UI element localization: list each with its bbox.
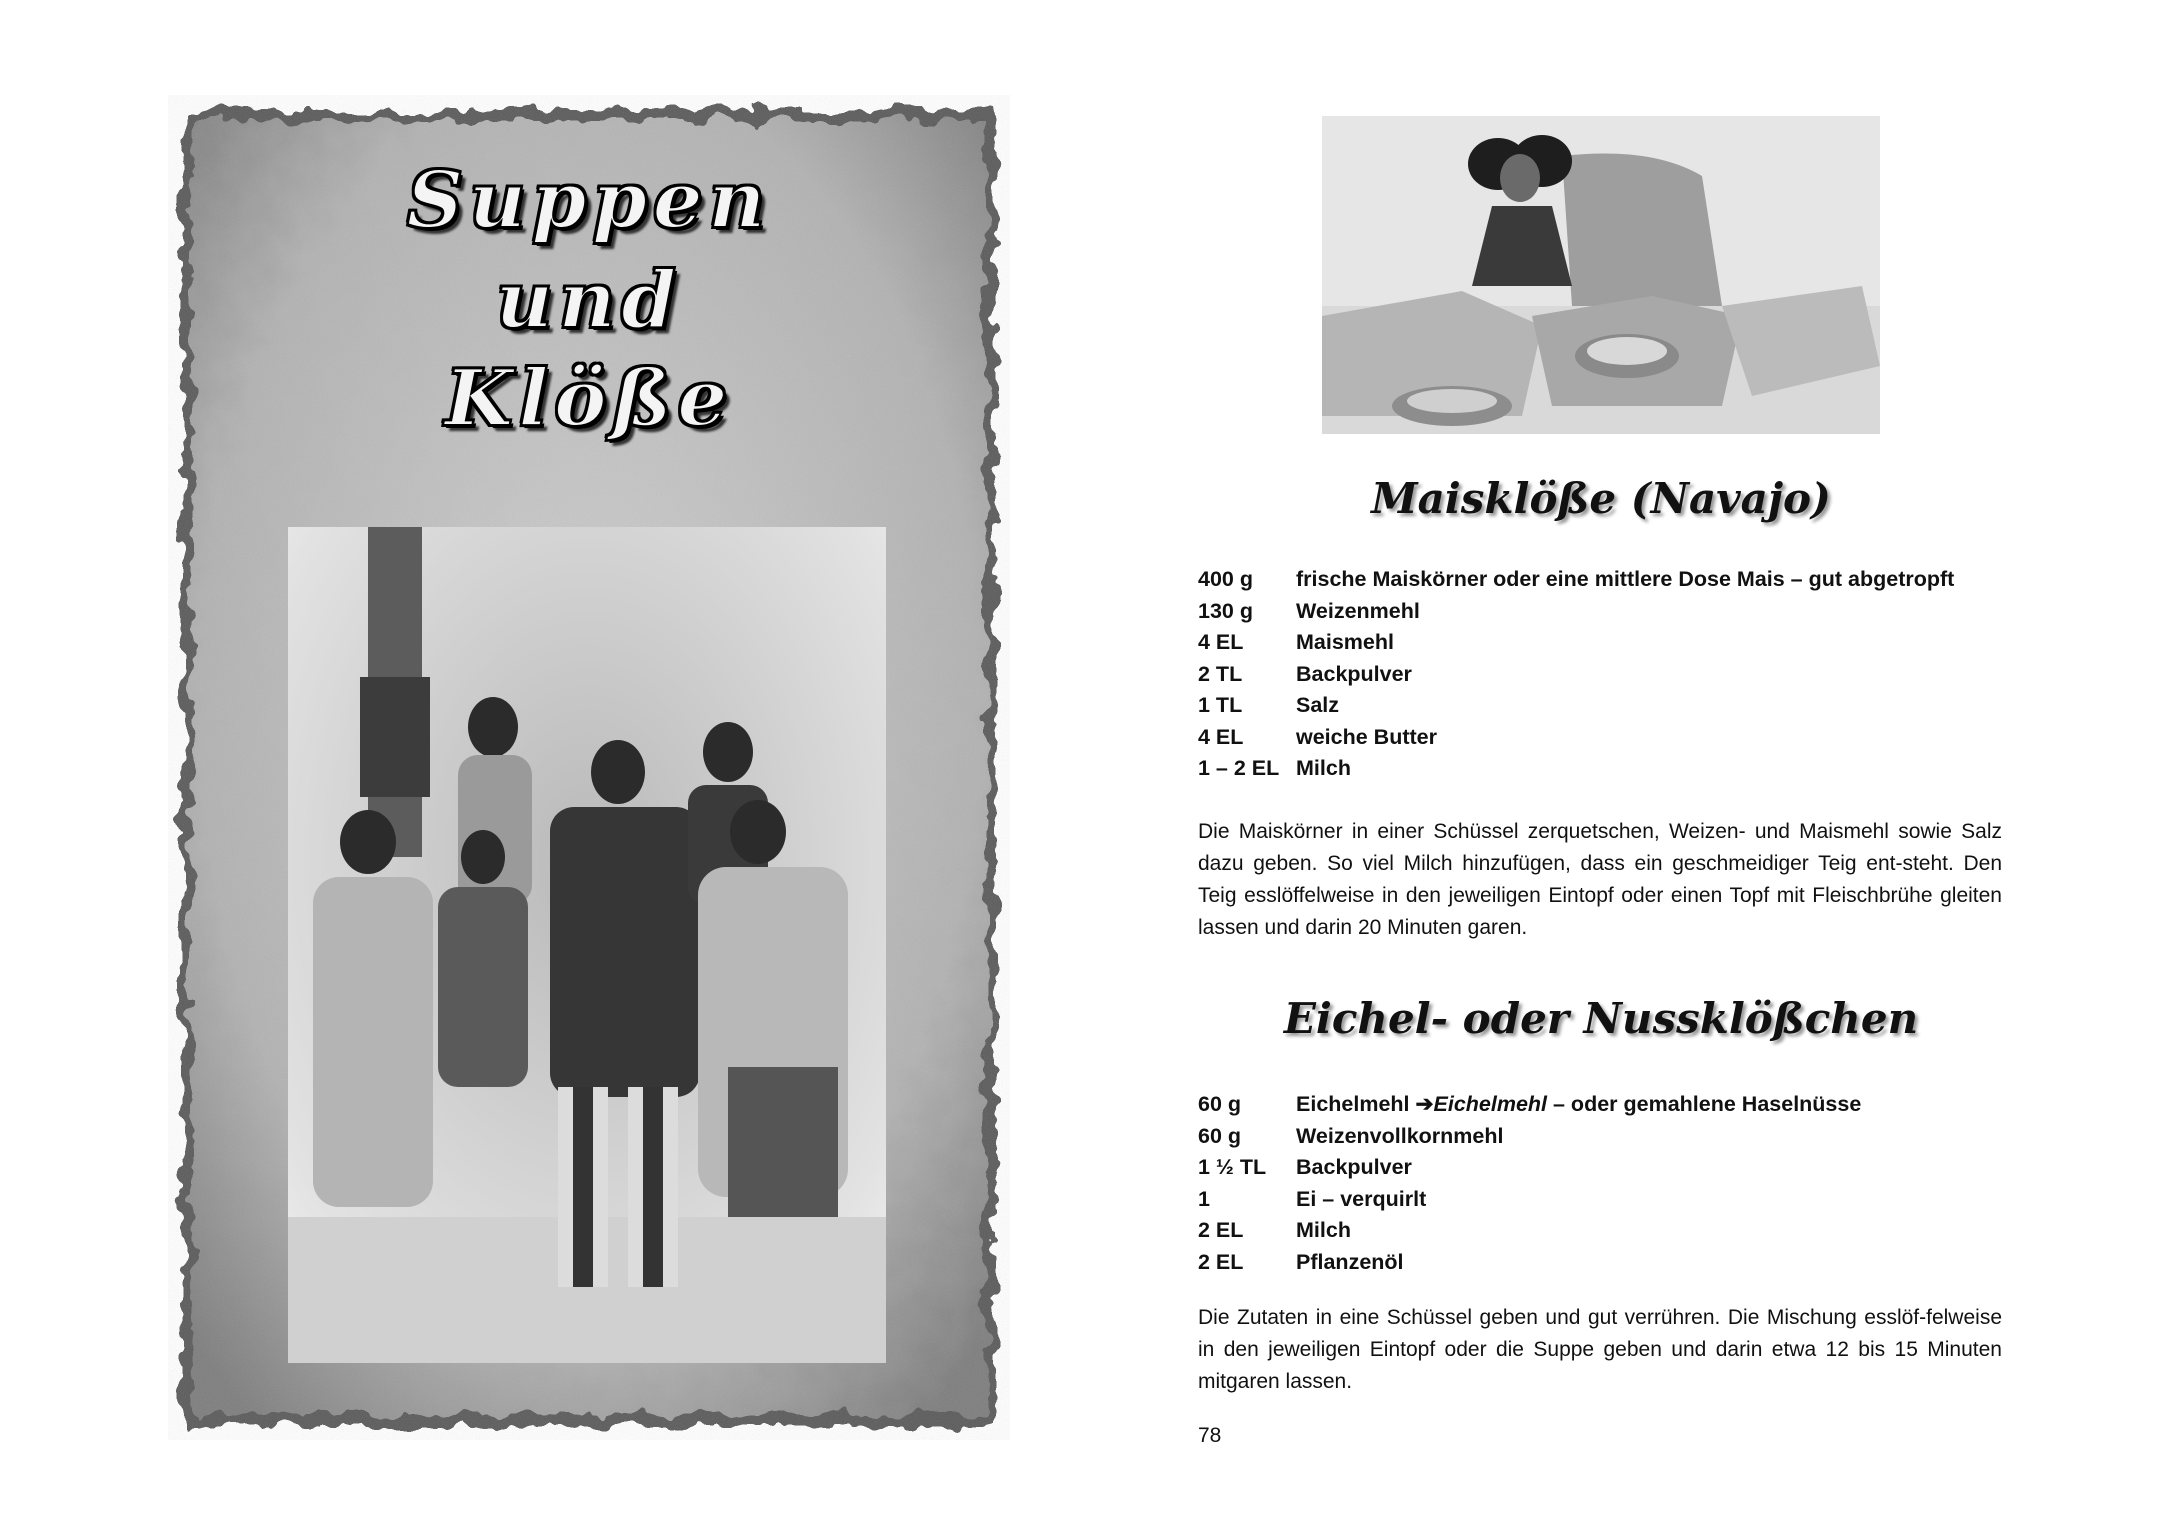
ingredient-name: Ei – verquirlt bbox=[1296, 1186, 1427, 1211]
ingredient-name: Backpulver bbox=[1296, 661, 1412, 686]
ingredient-name: Milch bbox=[1296, 1218, 1351, 1242]
ingredient-quantity: 4 EL bbox=[1198, 724, 1244, 749]
ingredient-name: Pflanzenöl bbox=[1296, 1249, 1404, 1274]
page-number: 78 bbox=[1198, 1424, 1222, 1447]
ingredient-quantity: 1 TL bbox=[1198, 693, 1243, 717]
ingredient-quantity: 60 g bbox=[1198, 1123, 1242, 1148]
section-title-line-3: Klöße bbox=[444, 353, 734, 444]
ingredient-name: frische Maiskörner oder eine mittlere Dose Mais – gut abgetropft bbox=[1296, 567, 1955, 591]
historic-family-portrait-icon bbox=[288, 527, 886, 1363]
ingredient-quantity: 1 – 2 EL bbox=[1198, 756, 1280, 780]
ingredient-quantity: 400 g bbox=[1198, 567, 1253, 591]
parchment-panel bbox=[168, 95, 1010, 1440]
recipe-title-maiskloesse: Maisklöße (Navajo) bbox=[1371, 474, 1831, 523]
child-grinding-corn-photo bbox=[1322, 116, 1880, 434]
ingredient-name: Backpulver bbox=[1296, 1155, 1412, 1179]
child-grinding-corn-photo-icon bbox=[1322, 116, 1880, 434]
ingredient-name: Maismehl bbox=[1296, 630, 1394, 654]
ingredient-quantity: 60 g bbox=[1198, 1092, 1242, 1116]
ingredient-name: weiche Butter bbox=[1296, 724, 1437, 749]
ingredient-name bbox=[1296, 1092, 1861, 1117]
recipe-title-nusskloesschen: Eichel- oder Nussklößchen bbox=[1283, 994, 1919, 1043]
ingredient-name-part: – oder gemahlene Haselnüsse bbox=[1547, 1092, 1862, 1116]
ingredient-name: Salz bbox=[1296, 693, 1340, 717]
ingredient-quantity: 2 EL bbox=[1198, 1249, 1244, 1274]
ingredient-name: Weizenvollkornmehl bbox=[1296, 1123, 1504, 1148]
cross-reference-link[interactable]: Eichelmehl bbox=[1433, 1092, 1548, 1116]
ingredient-name-part: Eichelmehl bbox=[1296, 1092, 1416, 1116]
family-portrait-photo bbox=[288, 527, 886, 1363]
ingredient-quantity: 1 bbox=[1198, 1186, 1210, 1211]
cross-reference-arrow-icon: ➔ bbox=[1415, 1092, 1434, 1116]
section-title-line-1: Suppen bbox=[406, 155, 772, 246]
recipe-method-maiskloesse: Die Maiskörner in einer Schüssel zerquetschen, Weizen- und Maismehl sowie Salz dazu geben. So viel Milch hinzufügen, dass ein geschmeidiger Teig ent-steht. Den Teig esslöffelweise in den jeweiligen Eintopf oder einen Topf mit Fleischbrühe gleiten lassen und darin 20 Minuten garen. bbox=[1198, 820, 2002, 939]
ingredient-name: Milch bbox=[1296, 756, 1351, 780]
ingredient-quantity: 130 g bbox=[1198, 598, 1253, 623]
ingredient-quantity: 2 TL bbox=[1198, 661, 1243, 686]
ingredient-quantity: 1 ½ TL bbox=[1198, 1155, 1267, 1179]
ingredient-name: Weizenmehl bbox=[1296, 598, 1420, 623]
ingredient-quantity: 4 EL bbox=[1198, 630, 1244, 654]
section-title-line-2: und bbox=[496, 255, 682, 346]
ingredient-quantity: 2 EL bbox=[1198, 1218, 1244, 1242]
recipe-method-nusskloesschen: Die Zutaten in eine Schüssel geben und gut verrühren. Die Mischung esslöf-felweise in den jeweiligen Eintopf oder die Suppe geben und darin etwa 12 bis 15 Minuten mitgaren lassen. bbox=[1198, 1306, 2002, 1393]
